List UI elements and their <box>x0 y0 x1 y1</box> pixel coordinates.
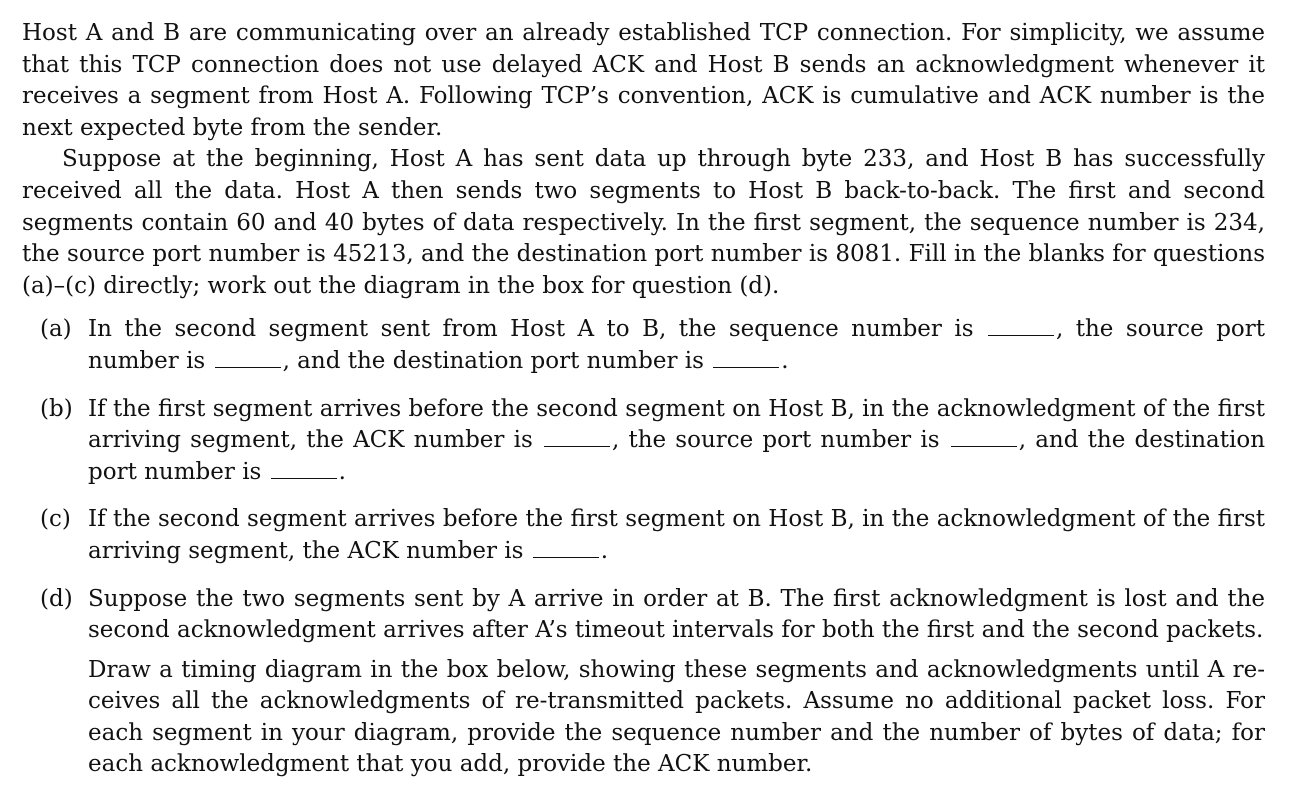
intro-paragraph-1: Host A and B are communicating over an already established TCP connection. For simplicity, we assume that this TCP connection does not use delayed ACK and Host B sends an acknowledgment whenever it receives a segment from Host A. Following TCP’s convention, ACK is cumulative and ACK number is the next expected byte from the sender. <box>22 20 1265 141</box>
blank-b-src-port[interactable] <box>951 426 1017 447</box>
question-a-text-3: , and the destination port number is <box>282 347 704 374</box>
question-d-paragraph-2: Draw a timing diagram in the box below, showing these segments and acknowledgments until A receives all the acknowledgments of re-transmitted packets. Assume no additional packet loss. For each segment in your diagram, provide the sequence number and the number of bytes of data; for each acknowledgment that you add, provide the ACK number. <box>88 656 1265 778</box>
question-c-text-1: If the second segment arrives before the first segment on Host B, in the acknowledgment of the first arriving segment, the ACK number is <box>88 506 1265 564</box>
question-b-label: (b) <box>40 395 73 422</box>
question-b-text-4: . <box>338 458 346 485</box>
question-a-text <box>88 314 1265 377</box>
blank-a-seq[interactable] <box>988 315 1054 336</box>
question-a <box>22 314 1265 377</box>
question-d-paragraph-1: Suppose the two segments sent by A arrive in order at B. The first acknowledgment is lost and the second acknowledgment arrives after A’s timeout intervals for both the first and the second packets. <box>88 585 1265 644</box>
intro-paragraph-2: Suppose at the beginning, Host A has sent data up through byte 233, and Host B has successfully received all the data. Host A then sends two segments to Host B back-to-back. The first and second segments contain 60 and 40 bytes of data respectively. In the first segment, the sequence number is 234, the source port number is 45213, and the destination port number is 8081. Fill in the blanks for questions (a)–(c) directly; work out the diagram in the box for question (d). <box>22 146 1265 299</box>
question-c-text-2: . <box>600 537 609 564</box>
question-d-label: (d) <box>40 585 73 612</box>
question-d <box>22 584 1265 782</box>
question-a-label: (a) <box>40 316 72 343</box>
question-b-text-1: If the first segment arrives before the second segment on Host B, in the acknowledgment of the first arriving segment, the ACK number is <box>88 395 1265 454</box>
question-c-text <box>88 504 1265 567</box>
question-a-text-1: In the second segment sent from Host A to B, the sequence number is <box>88 316 974 343</box>
question-a-text-4: . <box>781 347 789 374</box>
problem-text <box>22 18 1265 797</box>
question-b <box>22 394 1265 489</box>
blank-a-src-port[interactable] <box>215 347 281 368</box>
question-c-label: (c) <box>40 506 71 533</box>
blank-b-ack[interactable] <box>544 426 610 447</box>
question-c <box>22 504 1265 567</box>
blank-b-dst-port[interactable] <box>271 458 337 479</box>
question-list <box>22 314 1265 781</box>
question-b-text-3: , and the destination port number is <box>88 427 1266 485</box>
blank-a-dst-port[interactable] <box>713 347 779 368</box>
question-b-text-2: , the source port number is <box>611 427 940 454</box>
blank-c-ack[interactable] <box>533 537 599 558</box>
question-a-text-2: , the source port number is <box>88 316 1266 374</box>
question-b-text <box>88 394 1265 489</box>
